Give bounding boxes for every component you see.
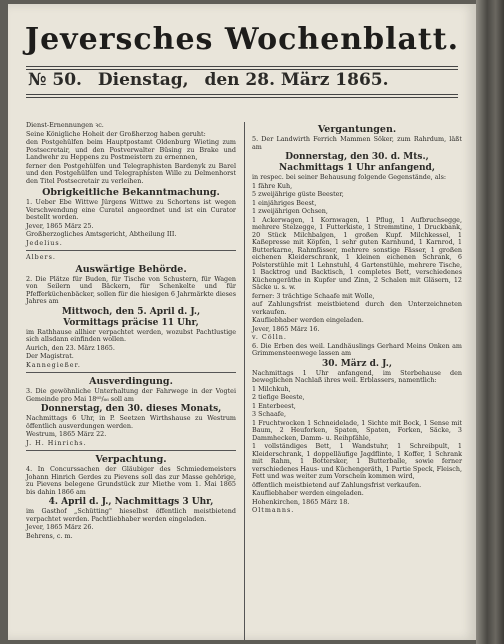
text: im Gasthof „Schütting" hieselbst öffentlich meistbietend verpachtet werden. Pachtliebhaber werden eingeladen. [26,507,236,523]
item: 1 zweijährigen Ochsen, [252,207,328,215]
text: Seine Königliche Hoheit der Großherzog haben geruht: [26,129,206,138]
section-ausverdingung-title: Ausverdingung. [89,376,173,387]
signature: Jedelius. [26,238,63,247]
highlight-date: 4. April d. J., Nachmittags 3 Uhr, [48,497,214,507]
divider [26,250,236,251]
signature: J. H. Hinrichs. [26,438,87,447]
right-column [252,122,462,516]
text: 5. Der Landwirth Ferrich Mammen Söker, zum Rahrdum, läßt am [252,135,462,151]
authority-line: Der Magistrat. [26,352,74,360]
item: 3 Schaafe, [252,410,286,418]
item: 1 Enterbeest, [252,401,296,410]
text: öffentlich meistbietend auf Zahlungsfrist verkaufen. [252,480,422,489]
item: 1 Milchkuh, [252,384,291,393]
text: Kaufliebhaber werden eingeladen. [252,316,364,324]
signature: v. Cölln. [252,333,287,341]
left-column [26,122,236,541]
text: im Rathhause allhier verpachtet werden, wozubst Pachtlustige sich allsdann einfinden wollen. [26,327,236,343]
signature: Behrens, c. m. [26,531,73,540]
section-obrigkeitliche-title: Obrigkeitliche Bekanntmachung. [42,187,220,198]
text: 1. Ueber Ebe Wittwe Jürgens Wittwe zu Schortens ist wegen Verschwendung eine Curatel angeordnet und ist ein Curator bestellt worden. [26,198,236,221]
section-auswaertige-title: Auswärtige Behörde. [75,263,187,275]
issue-line [28,70,458,90]
issue-number: № 50. [28,70,82,90]
text: den Postgehülfen beim Hauptpostamt Oldenburg Wieting zum Postsecretair, und den Postverwalter Büsing zu Brake und Landwehr zu Heppens zu Postmeistern zu ernennen, [26,138,236,161]
date-line: Jever, 1865 März 26. [26,523,94,531]
item: 1 fähre Kuh, [252,181,293,190]
text: Nachmittags 6 Uhr, in P. Seetzen Wirthshause zu Westrum öffentlich ausverdungen werden. [26,414,236,430]
date-line: Jever, 1865 März 25. [26,221,94,230]
text: ferner: 3 trächtige Schaafe mit Wolle, [252,291,375,300]
divider [26,372,236,373]
text: in respec. bei seiner Behausung folgende Gegenstände, als: [252,173,447,181]
masthead-title: Jeversches Wochenblatt. [24,22,460,57]
text: 2. Die Plätze für Buden, für Tische von Schustern, für Wagen von Seilern und Bäckern, für Schenkelte und für Pfefferküchenbäcker, sollen für die hiesigen 6 Jahrmärkte dieses Jahres am [26,274,236,305]
date-line: Jever, 1865 März 16. [252,324,320,333]
item: 1 einjähriges Beest, [252,198,317,207]
section-dienst-title: Dienst-Ernennungen ꝛc. [26,121,104,129]
date-line: Hohenkirchen, 1865 März 18. [252,497,350,506]
highlight-date: 30. März d. J., [322,358,392,369]
item: 2 tiefige Beeste, [252,393,305,401]
text: 1 Fruchtwocken 1 Schneidelade, 1 Sichte mit Bock, 1 Sense mit Baum, 2 Heuforken, Spaten, Spaten, Forken, Säcke, 3 Dammhecken, Damm- u. Reihpfähle, [252,418,462,442]
text: ferner den Postgehülfen und Telegraphisten Bardenyk zu Barel und den Postgehülfen und Telegraphisten Wille zu Delmenhorst den Titel Postsecretair zu verleihen. [26,161,236,185]
text: 1 vollständiges Bett, 1 Wandstuhr, 1 Schreibpult, 1 Kleiderschrank, 1 doppelläufige Jagdflinte, 1 Koffer, 1 Schrank mit Rahm, 1 Bottersker, 1 Butterballe, sowie ferner verschiedenes Haus- und Küchengeräth, 1 Partie Speck, Fleisch, Fett und was weiter zum Vorschein kommen wird, [252,442,462,480]
issue-day: Dienstag, [97,70,189,90]
divider [26,450,236,451]
newspaper-page [8,4,476,640]
authority-line: Großherzogliches Amtsgericht, Abtheilung III. [26,230,177,238]
date-line: Westrum, 1865 März 22. [26,430,107,438]
text: auf Zahlungsfrist meistbietend durch den Unterzeichneten verkaufen. [252,300,462,316]
signature: Kannegießer. [26,360,81,369]
issue-date: den 28. März 1865. [204,70,389,90]
text: 4. In Concurssachen der Gläubiger des Schmiedemeisters Johann Hinrich Gerdes zu Pievens soll das zur Masse gehörige, zu Pievens belegene Grundstück zur Miethe vom 1. Mai 1865 bis dahin 1866 am [26,465,236,496]
highlight-date: Donnerstag, den 30. d. Mts., [285,152,429,162]
issue-rule [26,94,458,98]
highlight-date: Donnerstag, den 30. dieses Monats, [40,404,222,414]
text: 1 Ackerwagen, 1 Kornwagen, 1 Pflug, 1 Aufbruchsegge, mehrere Stelzegge, 1 Futterkiste, 1 Stremmtine, 1 Druckbank, 20 Stück Milchbalgen, 1 großen Kupf. Milchkessel, 1 Kaßepresse mit Köpfen, 1 sehr guten Karnhund, 1 Karnrod, 1 Butterkarne, Rahmfässer, mehrere sonstige Fässer, 1 großen eichenen Kleiderschrank, 1 kleinen eichenen Schrank, 6 Polsterstühle mit 1 Lehnstuhl, 4 Gartenstühle, mehrere Tische, 1 Backtrog und Backtisch, 1 completes Bett, verschiedenes Küchengeräthe in Kupfer und Zinn, 2 Schalen mit Gläsern, 12 Säcke u. s. w. [252,215,462,291]
text: Kaufliebhaber werden eingeladen. [252,489,364,497]
section-vergantungen-title: Vergantungen. [317,124,397,135]
section-verpachtung-title: Verpachtung. [95,454,167,465]
text: 6. Die Erben des weil. Landhäuslings Gerhard Meins Onken am Grimmensteenwege lassen am [252,341,462,357]
column-divider [244,122,245,640]
highlight-time: Vormittags präcise 11 Uhr, [63,317,199,328]
text: 3. Die gewöhnliche Unterhaltung der Fahrwege in der Vogtei Gemeinde pro Mai 18⁶⁵/₆₆ soll am [26,387,236,403]
highlight-time: Nachmittags 1 Uhr anfangend, [279,163,435,173]
text: Nachmittags 1 Uhr anfangend, im Sterbehause den beweglichen Nachlaß ihres weil. Erblassers, namentlich: [252,368,462,384]
date-line: Aurich, den 23. März 1865. [26,343,115,352]
highlight-date: Mittwoch, den 5. April d. J., [61,306,201,317]
signature: Albers. [26,253,56,261]
book-spine [476,0,504,644]
signature: Oltmanns. [252,506,295,514]
item: 5 zweijährige güste Beester, [252,190,344,198]
